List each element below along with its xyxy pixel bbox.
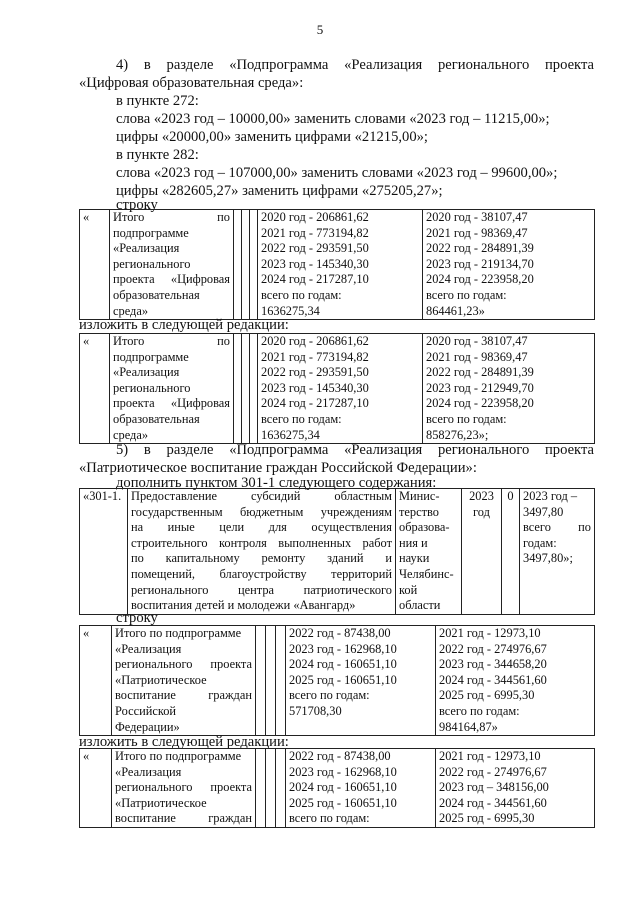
empty-cell — [276, 626, 286, 736]
quote-mark: « — [80, 749, 112, 828]
item-number: «301-1. — [80, 489, 128, 615]
table-item-301-1 — [79, 488, 595, 615]
table-patriotic-old — [79, 625, 595, 736]
name-cell: Итого по подпрограмме «Реализация регионального проекта «Цифровая образовательная среда» — [110, 334, 234, 444]
empty-cell — [250, 210, 258, 320]
funding-cell: 2020 год - 206861,62 2021 год - 773194,82 2022 год - 293591,50 2023 год - 145340,30 2024 год - 217287,10 всего по годам: 1636275,34 — [258, 334, 423, 444]
item-272-digits: цифры «20000,00» заменить цифрами «21215,00»; — [116, 129, 428, 145]
empty-cell — [242, 210, 250, 320]
quote-mark: « — [80, 210, 110, 320]
zero-cell: 0 — [502, 489, 520, 615]
item-282-digits: цифры «282605,27» заменить цифрами «275205,27»; — [116, 183, 443, 199]
table-digital-env-old — [79, 209, 595, 320]
item-272-words: слова «2023 год – 10000,00» заменить словами «2023 год – 11215,00»; — [116, 111, 550, 127]
sum-cell: 2023 год – 3497,80 всего по годам: 3497,80»; — [520, 489, 595, 615]
empty-cell — [256, 626, 266, 736]
funding-cell: 2022 год - 87438,00 2023 год - 162968,10 2024 год - 160651,10 2025 год - 160651,10 всего по годам: 571708,30 — [286, 626, 436, 736]
item-272-label: в пункте 272: — [116, 93, 199, 109]
empty-cell — [266, 626, 276, 736]
funding-cell: 2020 год - 206861,62 2021 год - 773194,82 2022 год - 293591,50 2023 год - 145340,30 2024 год - 217287,10 всего по годам: 1636275,34 — [258, 210, 423, 320]
section-5-heading-line2: «Патриотическое воспитание граждан Российской Федерации»: — [79, 460, 477, 476]
empty-cell — [266, 749, 276, 828]
table-digital-env-new — [79, 333, 595, 444]
add-item-label: дополнить пунктом 301-1 следующего содержания: — [116, 475, 437, 491]
year-cell: 2023 год — [462, 489, 502, 615]
quote-mark: « — [80, 626, 112, 736]
funding-cell: 2021 год - 12973,10 2022 год - 274976,67 2023 год - 344658,20 2024 год - 344561,60 2025 год - 6995,30 всего по годам: 984164,87» — [436, 626, 595, 736]
description-cell: Предоставление субсидий областным государственным бюджетным учреждениям на иные цели для осуществления строительного контроля выполненных работ по капитальному ремонту зданий и помещений, благоустройству территорий регионального центра патриотического воспитания детей и молодежи «Авангард» — [128, 489, 396, 615]
row-label-1: строку — [116, 197, 158, 213]
item-282-label: в пункте 282: — [116, 147, 199, 163]
empty-cell — [256, 749, 266, 828]
funding-cell: 2020 год - 38107,47 2021 год - 98369,47 2022 год - 284891,39 2023 год - 212949,70 2024 год - 223958,20 всего по годам: 858276,23»; — [423, 334, 595, 444]
executor-cell: Минис- терство образова- ния и науки Челябинс- кой области — [396, 489, 462, 615]
funding-cell: 2022 год - 87438,00 2023 год - 162968,10 2024 год - 160651,10 2025 год - 160651,10 всего по годам: — [286, 749, 436, 828]
section-4-heading-line1: 4) в разделе «Подпрограмма «Реализация регионального проекта — [116, 57, 594, 73]
name-cell: Итого по подпрограмме «Реализация регионального проекта «Цифровая образовательная среда» — [110, 210, 234, 320]
item-282-words: слова «2023 год – 107000,00» заменить словами «2023 год – 99600,00»; — [116, 165, 558, 181]
name-cell: Итого по подпрограмме «Реализация регионального проекта «Патриотическое воспитание граждан — [112, 749, 256, 828]
section-4-heading-line2: «Цифровая образовательная среда»: — [79, 75, 304, 91]
redaction-label-1: изложить в следующей редакции: — [79, 317, 289, 333]
empty-cell — [242, 334, 250, 444]
empty-cell — [234, 334, 242, 444]
row-label-2: строку — [116, 610, 158, 626]
empty-cell — [234, 210, 242, 320]
section-5-heading-line1: 5) в разделе «Подпрограмма «Реализация регионального проекта — [116, 442, 594, 458]
funding-cell: 2020 год - 38107,47 2021 год - 98369,47 2022 год - 284891,39 2023 год - 219134,70 2024 год - 223958,20 всего по годам: 864461,23» — [423, 210, 595, 320]
funding-cell: 2021 год - 12973,10 2022 год - 274976,67 2023 год – 348156,00 2024 год - 344561,60 2025 год - 6995,30 — [436, 749, 595, 828]
name-cell: Итого по подпрограмме «Реализация регионального проекта «Патриотическое воспитание граждан Российской Федерации» — [112, 626, 256, 736]
redaction-label-2: изложить в следующей редакции: — [79, 734, 289, 750]
empty-cell — [250, 334, 258, 444]
table-patriotic-new — [79, 748, 595, 828]
empty-cell — [276, 749, 286, 828]
page-number: 5 — [316, 22, 324, 37]
quote-mark: « — [80, 334, 110, 444]
